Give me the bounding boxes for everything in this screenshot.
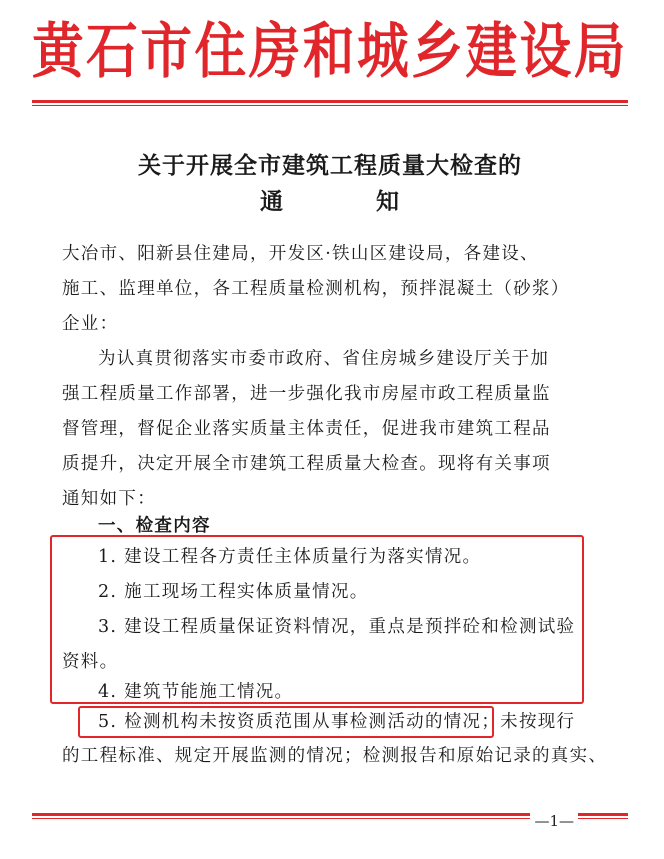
list-item-2: 2. 施工现场工程实体质量情况。: [98, 582, 369, 602]
intro-line-4: 质提升，决定开展全市建筑工程质量大检查。现将有关事项: [62, 454, 551, 474]
title-char-zhi: 知: [376, 188, 400, 215]
document-title-line1: 关于开展全市建筑工程质量大检查的: [138, 152, 522, 179]
list-item-3: 3. 建设工程质量保证资料情况，重点是预拌砼和检测试验: [98, 617, 576, 637]
page-number: —1—: [530, 812, 578, 830]
section-heading: 一、检查内容: [98, 516, 211, 536]
highlight-box-items-1-4: [50, 535, 584, 704]
addressee-line-1: 大冶市、阳新县住建局，开发区·铁山区建设局，各建设、: [62, 244, 539, 264]
letterhead-red-rule-thin: [32, 105, 628, 106]
letterhead-red-rule: [32, 100, 628, 103]
intro-line-2: 强工程质量工作部署，进一步强化我市房屋市政工程质量监: [62, 384, 551, 404]
title-char-tong: 通: [260, 188, 284, 215]
list-item-5: 5. 检测机构未按资质范围从事检测活动的情况；未按现行: [98, 712, 576, 732]
intro-line-3: 督管理，督促企业落实质量主体责任，促进我市建筑工程品: [62, 419, 551, 439]
document-title-line2: [40, 183, 620, 216]
intro-line-1: 为认真贯彻落实市委市政府、省住房城乡建设厅关于加: [98, 349, 550, 369]
addressee-line-3: 企业：: [62, 314, 119, 334]
list-item-4: 4. 建筑节能施工情况。: [98, 682, 294, 702]
list-item-5-cont: 的工程标准、规定开展监测的情况；检测报告和原始记录的真实、: [62, 746, 608, 766]
list-item-3-cont: 资料。: [62, 652, 119, 672]
list-item-1: 1. 建设工程各方责任主体质量行为落实情况。: [98, 547, 482, 567]
addressee-line-2: 施工、监理单位，各工程质量检测机构，预拌混凝土（砂浆）: [62, 279, 570, 299]
highlight-box-item-5: [78, 706, 494, 738]
letterhead-org-name: 黄石市住房和城乡建设局: [32, 17, 628, 87]
intro-line-5: 通知如下：: [62, 489, 156, 509]
